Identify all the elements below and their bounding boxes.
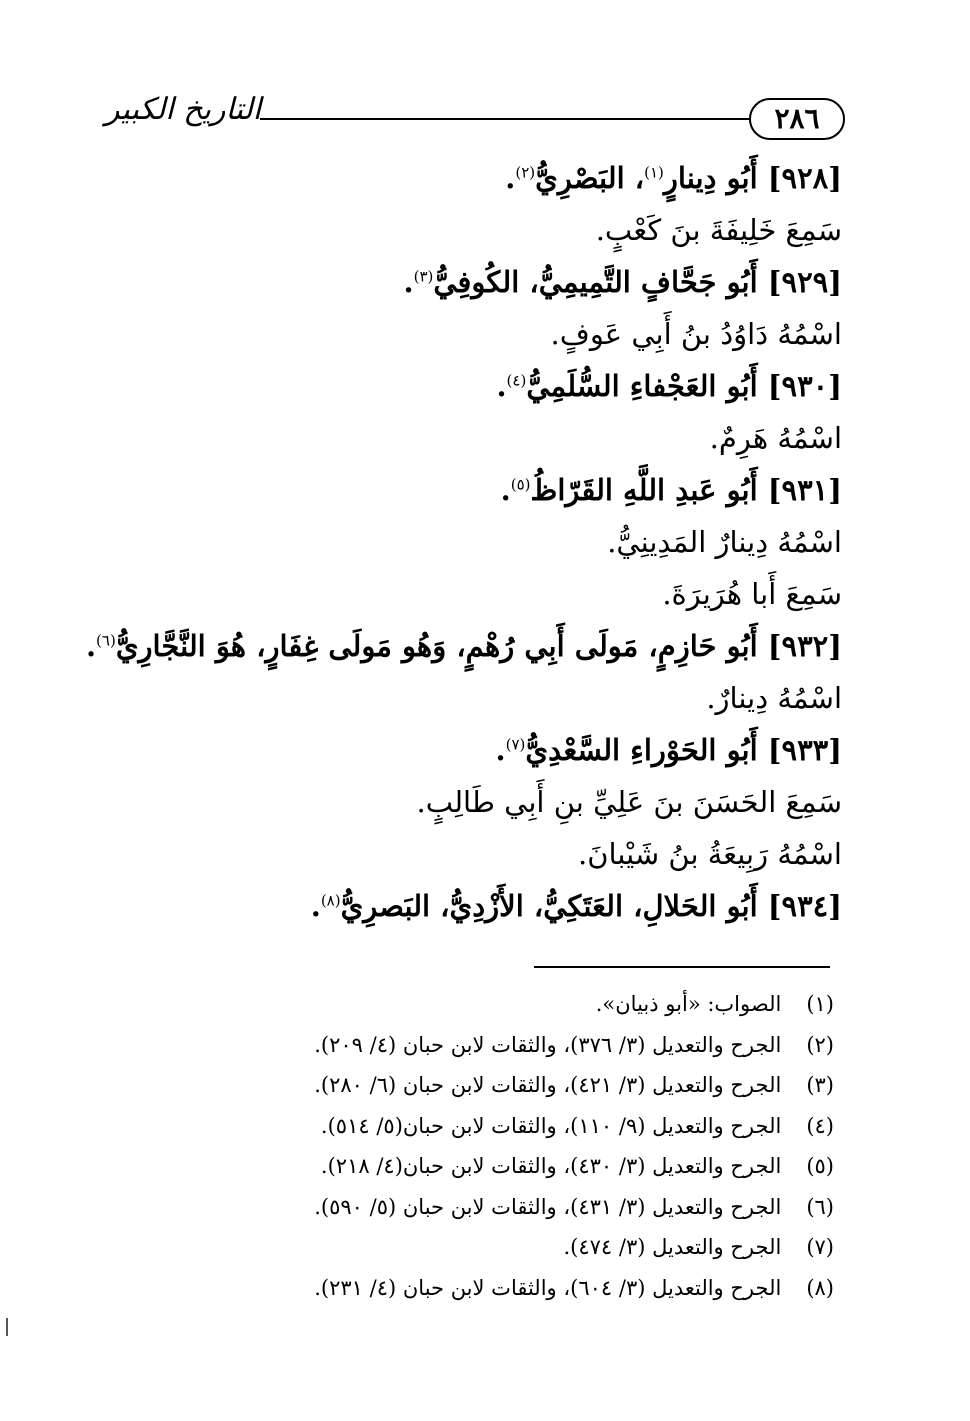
footnote xyxy=(134,1227,834,1268)
footnote-text: الجرح والتعديل (٣/ ٣٧٦)، والثقات لابن حبان (٤/ ٢٠٩). xyxy=(314,1032,782,1057)
entry-number: [٩٣٢] xyxy=(767,629,842,663)
footnote xyxy=(134,1025,834,1066)
entry-line xyxy=(102,152,842,204)
footnote-text: الجرح والتعديل (٣/ ٤٣١)، والثقات لابن حبان (٥/ ٥٩٠). xyxy=(314,1194,782,1219)
footnote-number: (٧) xyxy=(806,1235,834,1259)
text-line: اسْمُهُ دِينارٌ. xyxy=(706,681,842,715)
entry-name: أَبُو الحَلالِ، العَتَكِيُّ، الأَزْدِيُّ، البَصرِيُّ xyxy=(340,889,758,923)
footnote-text: الجرح والتعديل (٣/ ٤٢١)، والثقات لابن حبان (٦/ ٢٨٠). xyxy=(314,1073,782,1097)
footnote-text: الجرح والتعديل (٩/ ١١٠)، والثقات لابن حبان(٥/ ٥١٤). xyxy=(320,1113,782,1138)
footnote-ref: (٧) xyxy=(505,735,526,754)
entry-line xyxy=(102,256,842,308)
entry-name-cont: ، البَصْرِيُّ xyxy=(535,161,645,195)
entry-end: . xyxy=(403,265,414,299)
footnote-number: (٦) xyxy=(806,1194,834,1219)
footnote-number: (١) xyxy=(806,992,834,1016)
footnote xyxy=(134,1065,834,1106)
entry-end: . xyxy=(505,161,516,195)
text-line: اسْمُهُ دِينارٌ المَدِينِيُّ. xyxy=(607,525,842,559)
entry-line xyxy=(85,620,842,672)
footnote-text: الجرح والتعديل (٣/ ٤٧٤). xyxy=(563,1235,782,1259)
entry-name: أَبُو حَازِمٍ، مَولَى أَبِي رُهْمٍ، وَهُو مَولَى غِفَارٍ، هُوَ النَّجَّارِيُّ xyxy=(115,629,758,663)
footnote-ref: (٦) xyxy=(96,631,116,650)
book-title: التاريخ الكبير xyxy=(105,92,262,127)
footnote-ref: (٥) xyxy=(510,475,531,494)
entry-number: [٩٣٤] xyxy=(767,889,842,923)
footnote xyxy=(134,1187,834,1228)
text-line: سَمِعَ الحَسَنَ بنَ عَلِيِّ بنِ أَبِي طَالِبٍ. xyxy=(416,785,842,819)
entry-line xyxy=(102,360,842,412)
entry-line xyxy=(102,724,842,776)
text-line: اسْمُهُ دَاوُدُ بنُ أَبِي عَوفٍ. xyxy=(550,317,842,351)
footnote-number: (٥) xyxy=(806,1154,834,1178)
entry-name: أَبُو الحَوْراءِ السَّعْدِيُّ xyxy=(525,733,758,767)
footnote-number: (٢) xyxy=(806,1032,834,1057)
entry-end: . xyxy=(496,369,507,403)
footnote-ref: (٣) xyxy=(413,267,434,286)
footnote-ref: (٤) xyxy=(506,371,527,390)
footnote xyxy=(134,984,834,1025)
footnotes xyxy=(134,984,834,1308)
entry-number: [٩٢٨] xyxy=(767,161,842,195)
entry-name: أَبُو عَبدِ اللَّهِ القَرّاظُ xyxy=(530,473,758,507)
entry-end: . xyxy=(500,473,511,507)
footnote-text: الصواب: «أبو ذبيان». xyxy=(595,992,782,1016)
entry-number: [٩٣٠] xyxy=(767,369,842,403)
footnote xyxy=(134,1268,834,1309)
text-line: سَمِعَ خَلِيفَةَ بنَ كَعْبٍ. xyxy=(595,213,842,247)
entry-end: . xyxy=(85,629,97,663)
entry-line xyxy=(102,464,842,516)
entry-name: أَبُو العَجْفاءِ السُّلَمِيُّ xyxy=(526,369,758,403)
margin-mark xyxy=(6,1318,8,1336)
footnote-ref: (٨) xyxy=(320,891,341,910)
footnote-ref: (١) xyxy=(644,163,664,182)
footnote xyxy=(134,1146,834,1187)
footnote-separator xyxy=(534,966,830,968)
text-line: اسْمُهُ رَبِيعَةُ بنُ شَيْبانَ. xyxy=(578,837,842,871)
footnote-number: (٨) xyxy=(806,1275,834,1300)
header-rule xyxy=(260,118,749,120)
entry-line xyxy=(102,880,842,932)
footnote-ref: (٢) xyxy=(515,163,536,182)
footnote-text: الجرح والتعديل (٣/ ٤٣٠)، والثقات لابن حبان(٤/ ٢١٨). xyxy=(320,1154,782,1178)
footnote-number: (٤) xyxy=(806,1113,834,1138)
text-line: سَمِعَ أَبا هُرَيرَةَ. xyxy=(662,577,842,611)
entry-number: [٩٣٣] xyxy=(767,733,842,767)
entry-number: [٩٣١] xyxy=(767,473,842,507)
footnote-number: (٣) xyxy=(806,1073,834,1097)
entry-end: . xyxy=(310,889,321,923)
entry-name: أَبُو دِينارٍ xyxy=(663,161,758,195)
main-text xyxy=(85,152,842,932)
footnote-text: الجرح والتعديل (٣/ ٦٠٤)، والثقات لابن حبان (٤/ ٢٣١). xyxy=(314,1275,782,1300)
entry-name: أَبُو جَحَّافٍ التَّمِيمِيُّ، الكُوفِيُّ xyxy=(433,265,758,299)
page-header xyxy=(105,92,845,152)
entry-number: [٩٢٩] xyxy=(767,265,842,299)
page-number: ٢٨٦ xyxy=(749,98,845,140)
text-line: اسْمُهُ هَرِمٌ. xyxy=(709,421,842,455)
entry-end: . xyxy=(495,733,506,767)
footnote xyxy=(134,1106,834,1147)
